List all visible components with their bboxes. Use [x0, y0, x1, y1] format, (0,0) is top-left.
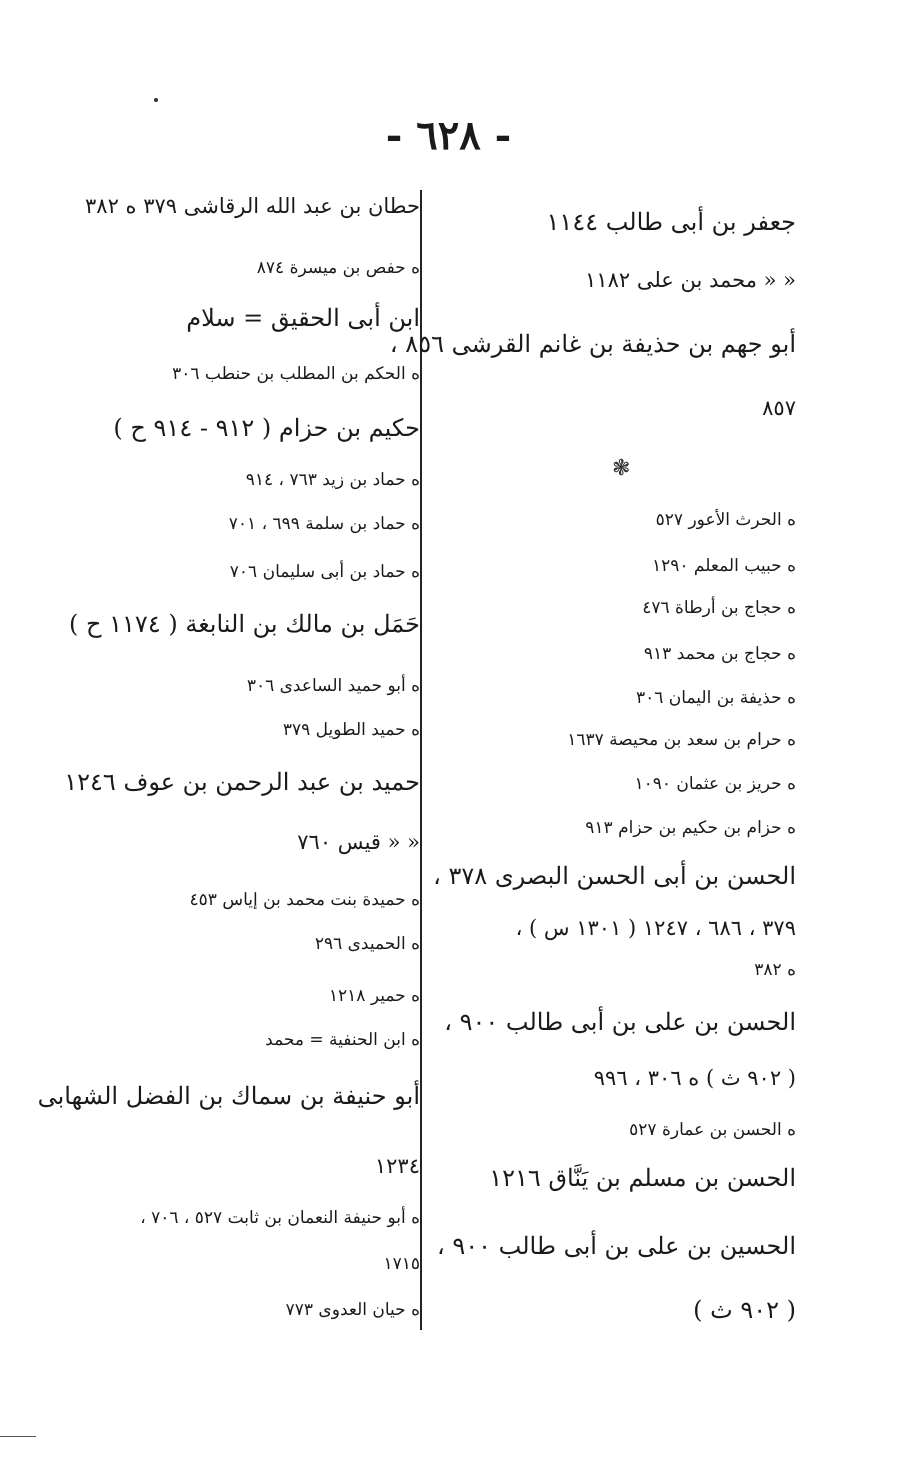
index-entry: ه حميد الطويل ٣٧٩ [282, 720, 420, 740]
index-entry: الحسن بن على بن أبى طالب ٩٠٠ ، [444, 1008, 796, 1036]
index-entry: ه حيان العدوى ٧٧٣ [285, 1300, 420, 1320]
index-entry: حميد بن عبد الرحمن بن عوف ١٢٤٦ [64, 768, 420, 796]
index-entry: حَمَل بن مالك بن النابغة ( ١١٧٤ ح ) [69, 610, 420, 638]
index-entry: ه حماد بن أبى سليمان ٧٠٦ [229, 562, 420, 582]
index-entry: جعفر بن أبى طالب ١١٤٤ [546, 208, 796, 236]
index-entry: الحسن بن أبى الحسن البصرى ٣٧٨ ، [433, 862, 796, 890]
index-entry: ١٢٣٤ [374, 1154, 420, 1178]
ink-dot [154, 98, 158, 102]
index-entry: أبو حنيفة بن سماك بن الفضل الشهابى [37, 1082, 420, 1110]
index-entry: ه حماد بن سلمة ٦٩٩ ، ٧٠١ [228, 514, 420, 534]
index-entry: ( ٩٠٢ ث ) [693, 1296, 796, 1324]
index-entry: الحسن بن مسلم بن يَنَّاق ١٢١٦ [489, 1164, 796, 1192]
index-entry: ه حجاج بن أرطاة ٤٧٦ [642, 598, 796, 618]
index-entry: ه الحميدى ٢٩٦ [314, 934, 420, 954]
edge-mark [0, 1436, 36, 1437]
index-entry: حطان بن عبد الله الرقاشى ٣٧٩ ه ٣٨٢ [85, 194, 420, 218]
index-entry: أبو جهم بن حذيفة بن غانم القرشى ٨٥٦ ، [389, 330, 796, 358]
index-entry: ه ابن الحنفية = محمد [265, 1030, 420, 1050]
index-entry: حكيم بن حزام ( ٩١٢ - ٩١٤ ح ) [113, 414, 420, 442]
index-entry: ٨٥٧ [762, 396, 796, 420]
index-entry: « « قيس ٧٦٠ [297, 830, 420, 854]
index-entry: ه حذيفة بن اليمان ٣٠٦ [635, 688, 796, 708]
index-entry: ه أبو حنيفة النعمان بن ثابت ٥٢٧ ، ٧٠٦ ، [140, 1208, 420, 1228]
index-entry: ابن أبى الحقيق = سلام [186, 304, 420, 332]
index-entry: ه حماد بن زيد ٧٦٣ ، ٩١٤ [245, 470, 420, 490]
index-entry: ه الحكم بن المطلب بن حنطب ٣٠٦ [172, 364, 420, 384]
index-entry: ( ٩٠٢ ث ) ه ٣٠٦ ، ٩٩٦ [593, 1066, 796, 1090]
index-entry: ه حمير ١٢١٨ [328, 986, 420, 1006]
index-entry: ه أبو حميد الساعدى ٣٠٦ [246, 676, 420, 696]
index-entry: ه حرام بن سعد بن محيصة ١٦٣٧ [567, 730, 796, 750]
index-entry: ه حبيب المعلم ١٢٩٠ [652, 556, 796, 576]
index-entry: ه حميدة بنت محمد بن إياس ٤٥٣ [189, 890, 420, 910]
index-entry: ه حفص بن ميسرة ٨٧٤ [256, 258, 420, 278]
index-entry: ه الحسن بن عمارة ٥٢٧ [629, 1120, 796, 1140]
index-entry: « « محمد بن على ١١٨٢ [585, 268, 796, 292]
column-divider [420, 190, 422, 1330]
index-entry: ٣٧٩ ، ٦٨٦ ، ١٢٤٧ ( ١٣٠١ س ) ، [515, 916, 796, 940]
index-entry: ه حزام بن حكيم بن حزام ٩١٣ [585, 818, 796, 838]
index-entry: ه حجاج بن محمد ٩١٣ [643, 644, 796, 664]
index-entry: الحسين بن على بن أبى طالب ٩٠٠ ، [436, 1232, 796, 1260]
index-entry: ه الحرث الأعور ٥٢٧ [655, 510, 796, 530]
index-entry: ١٧١٥ [383, 1254, 420, 1274]
page-number: - ٦٢٨ - [385, 112, 512, 159]
ornament-icon: ❃ [612, 456, 631, 481]
index-entry: ه ٣٨٢ [754, 960, 796, 980]
index-entry: ه حريز بن عثمان ١٠٩٠ [634, 774, 796, 794]
